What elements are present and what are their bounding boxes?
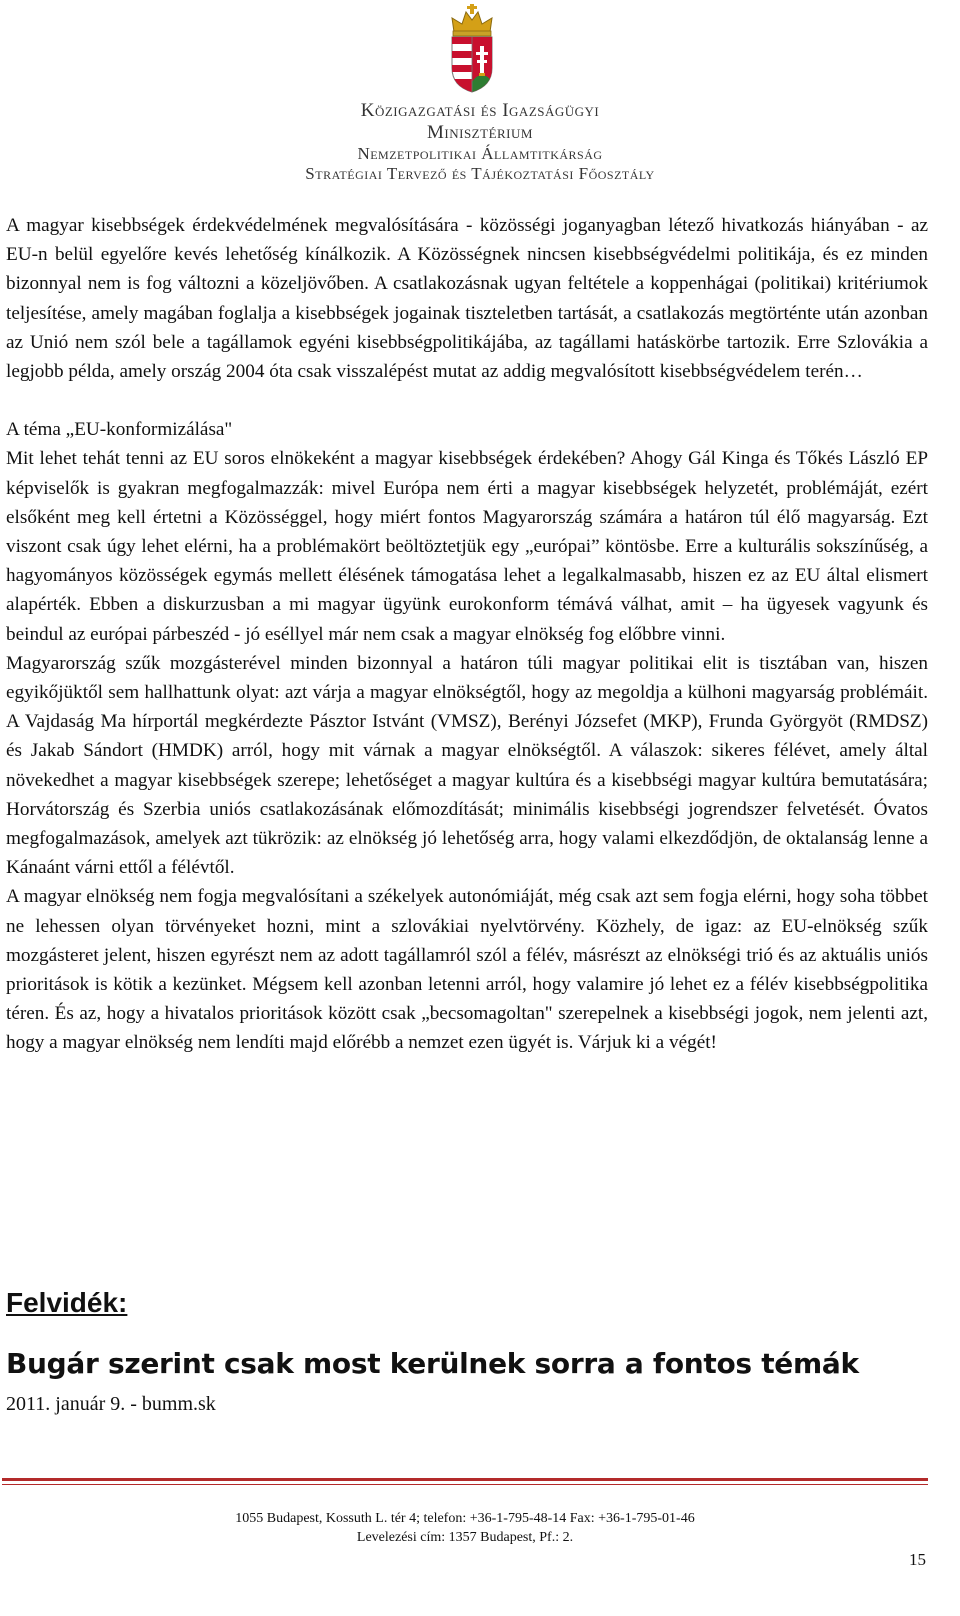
page-number: 15 bbox=[909, 1550, 926, 1569]
footer-divider-thin bbox=[2, 1484, 928, 1485]
department-name: Nemzetpolitikai Államtitkárság bbox=[357, 144, 603, 163]
footer-address: 1055 Budapest, Kossuth L. tér 4; telefon: +36-1-795-48-14 Fax: +36-1-795-01-46 bbox=[235, 1511, 695, 1526]
body-paragraph: Mit lehet tehát tenni az EU soros elnökeként a magyar kisebbségek érdekében? Ahogy Gál Kinga és Tőkés László EP képviselők is gyakran megfogalmazzák: mivel Európa nem érti a magyar kisebbségek helyzetét, problémáját, ezért elsőként meg kell értetni a Közösséggel, hogy miért fontos Magyarország számára a határon túl élő magyarság. Ezt viszont csak úgy lehet elérni, ha a problémakört beöltöztetjük egy „európai” köntösbe. Erre a kulturális sokszínűség, a hagyományos közösségek egymás mellett élésének támogatása lehet a legalkalmasabb, hiszen ez az EU által elismert alapérték. Ebben a diskurzusban a mi magyar ügyünk eurokonform témává válhat, amit – ha ügyesek vagyunk és beindul az európai párbeszéd - jó eséllyel már nem csak a magyar elnökség fog előbbre vinni. bbox=[6, 448, 928, 645]
ministry-name-line2: Minisztérium bbox=[427, 122, 533, 143]
hungarian-coat-of-arms-icon bbox=[440, 2, 504, 94]
body-paragraph: A magyar kisebbségek érdekvédelmének megvalósítására - közösségi joganyagban létező hivatkozás hiányában - az EU-n belül egyelőre kevés lehetőség kínálkozik. A Közösségnek nincsen kisebbségvédelmi politikája, és ez minden bizonnyal nem is fog változni a közeljövőben. A csatlakozásnak ugyan feltétele a koppenhágai (politikai) kritériumok teljesítése, amely magában foglalja a kisebbségek jogainak tiszteletben tartását, a csatlakozás megtörténte után azonban az Unió nem szól bele a tagállamok egyéni kisebbségpolitikájába, az tagállami hatáskörbe tartozik. Erre Szlovákia a legjobb példa, amely ország 2004 óta csak visszalépést mutat az addig megvalósított kisebbségvédelem terén… bbox=[6, 215, 928, 383]
paragraph-gap bbox=[6, 386, 928, 415]
article-date-source: 2011. január 9. - bumm.sk bbox=[6, 1393, 216, 1415]
section-heading: Felvidék: bbox=[6, 1287, 128, 1318]
ministry-name-line1: Közigazgatási és Igazságügyi bbox=[360, 100, 600, 121]
subheading: A téma „EU-konformizálása" bbox=[6, 419, 233, 441]
article-title: Bugár szerint csak most kerülnek sorra a fontos témák bbox=[6, 1347, 859, 1380]
footer-mailing-address: Levelezési cím: 1357 Budapest, Pf.: 2. bbox=[356, 1530, 574, 1545]
division-name: Stratégiai Tervező és Tájékoztatási Főosztály bbox=[305, 164, 655, 183]
article-body bbox=[6, 211, 928, 1058]
body-paragraph: Magyarország szűk mozgásterével minden bizonnyal a határon túli magyar politikai elit is tisztában van, hiszen egyikőjüktől sem hallhattunk olyat: azt várja a magyar elnökségtől, hogy az megoldja a külhoni magyarság problémáit. A Vajdaság Ma hírportál megkérdezte Pásztor Istvánt (VMSZ), Berényi Józsefet (MKP), Frunda Györgyöt (RMDSZ) és Jakab Sándort (HMDK) arról, hogy mit várnak a magyar elnökségtől. A válaszok: sikeres félévet, amely által növekedhet a magyar kisebbségek szerepe; lehetőséget a magyar kultúra és a kisebbségi magyar kultúra bemutatására; Horvátország és Szerbia uniós csatlakozásának előmozdítását; minimális kisebbségi jogrendszer felvetését. Óvatos megfogalmazások, amelyek azt tükrözik: az elnökség jó lehetőség arra, hogy valami elkezdődjön, de oktalanság lenne a Kánaánt várni ettől a félévtől. bbox=[6, 652, 928, 879]
letterhead bbox=[0, 0, 960, 190]
body-paragraph: A magyar elnökség nem fogja megvalósítani a székelyek autonómiáját, még csak azt sem fogja elérni, hogy soha többet ne lehessen olyan törvényeket hozni, mint a szlovákiai nyelvtörvény. Közhely, de igaz: az EU-elnökség szűk mozgásteret jelent, hiszen egyrészt nem az adott tagállamról szól a félév, másrészt az elnökségi trió és az aktuális uniós prioritások is kötik a kezünket. Mégsem kell azonban letenni arról, hogy valamire jó lehet ez a félév kisebbségpolitika téren. És az, hogy a hivatalos prioritások között csak „becsomagoltan" szerepelnek a kisebbségi jogok, nem jelenti azt, hogy a magyar elnökség nem lendíti majd előrébb a nemzet ezen ügyét is. Várjuk ki a végét! bbox=[6, 886, 928, 1054]
footer-divider bbox=[2, 1478, 928, 1481]
